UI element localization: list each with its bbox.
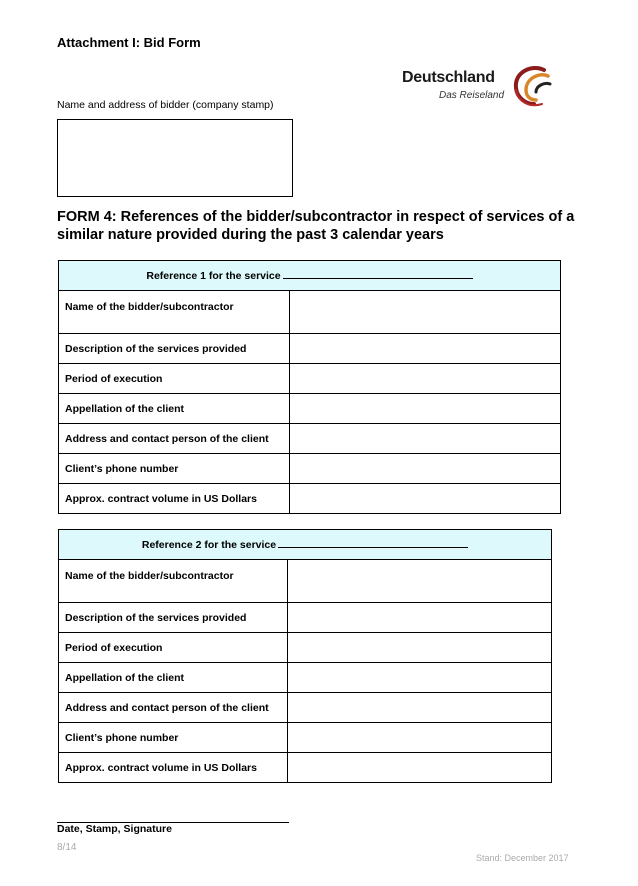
value-cell[interactable] xyxy=(290,454,561,484)
row-label: Address and contact person of the client xyxy=(59,693,288,723)
company-stamp-box[interactable] xyxy=(57,119,293,197)
row-label: Description of the services provided xyxy=(59,603,288,633)
table-row xyxy=(59,424,561,454)
table-header-row xyxy=(59,530,552,560)
deutschland-logo xyxy=(402,64,552,110)
row-label: Approx. contract volume in US Dollars xyxy=(59,753,288,783)
table-row xyxy=(59,723,552,753)
logo-swirl-icon xyxy=(504,64,554,110)
row-label: Description of the services provided xyxy=(59,334,290,364)
form-title: FORM 4: References of the bidder/subcontractor in respect of services of a similar nature provided during the past 3 calendar years xyxy=(57,209,575,243)
row-label: Appellation of the client xyxy=(59,394,290,424)
logo-tagline: Das Reiseland xyxy=(439,90,505,101)
row-label: Client’s phone number xyxy=(59,454,290,484)
value-cell[interactable] xyxy=(288,560,552,603)
value-cell[interactable] xyxy=(290,291,561,334)
value-cell[interactable] xyxy=(288,753,552,783)
table-row xyxy=(59,603,552,633)
row-label: Period of execution xyxy=(59,633,288,663)
table-row xyxy=(59,291,561,334)
row-label: Name of the bidder/subcontractor xyxy=(59,291,290,334)
table-row xyxy=(59,633,552,663)
stand-date: Stand: December 2017 xyxy=(476,853,569,863)
value-cell[interactable] xyxy=(290,484,561,514)
table-row xyxy=(59,454,561,484)
value-cell[interactable] xyxy=(288,633,552,663)
reference-2-heading-text: Reference 2 for the service xyxy=(141,539,277,551)
table-row xyxy=(59,753,552,783)
value-cell[interactable] xyxy=(290,334,561,364)
service-blank-line[interactable] xyxy=(278,538,468,548)
table-row xyxy=(59,364,561,394)
reference-1-table xyxy=(58,260,561,514)
value-cell[interactable] xyxy=(288,603,552,633)
row-label: Name of the bidder/subcontractor xyxy=(59,560,288,603)
value-cell[interactable] xyxy=(288,723,552,753)
reference-1-heading xyxy=(59,261,561,291)
value-cell[interactable] xyxy=(290,394,561,424)
value-cell[interactable] xyxy=(288,693,552,723)
value-cell[interactable] xyxy=(288,663,552,693)
table-row xyxy=(59,484,561,514)
table-row xyxy=(59,693,552,723)
reference-2-heading xyxy=(59,530,552,560)
bidder-label: Name and address of bidder (company stamp) xyxy=(57,99,274,111)
reference-1-heading-text: Reference 1 for the service xyxy=(146,270,281,282)
page-number: 8/14 xyxy=(57,842,77,853)
logo-wordmark: Deutschland xyxy=(402,69,495,86)
table-row xyxy=(59,334,561,364)
value-cell[interactable] xyxy=(290,424,561,454)
value-cell[interactable] xyxy=(290,364,561,394)
row-label: Appellation of the client xyxy=(59,663,288,693)
row-label: Period of execution xyxy=(59,364,290,394)
service-blank-line[interactable] xyxy=(283,269,473,279)
table-row xyxy=(59,560,552,603)
row-label: Client’s phone number xyxy=(59,723,288,753)
attachment-title: Attachment I: Bid Form xyxy=(57,35,201,50)
row-label: Approx. contract volume in US Dollars xyxy=(59,484,290,514)
table-header-row xyxy=(59,261,561,291)
signature-label: Date, Stamp, Signature xyxy=(57,823,172,835)
row-label: Address and contact person of the client xyxy=(59,424,290,454)
reference-2-table xyxy=(58,529,552,783)
table-row xyxy=(59,663,552,693)
table-row xyxy=(59,394,561,424)
